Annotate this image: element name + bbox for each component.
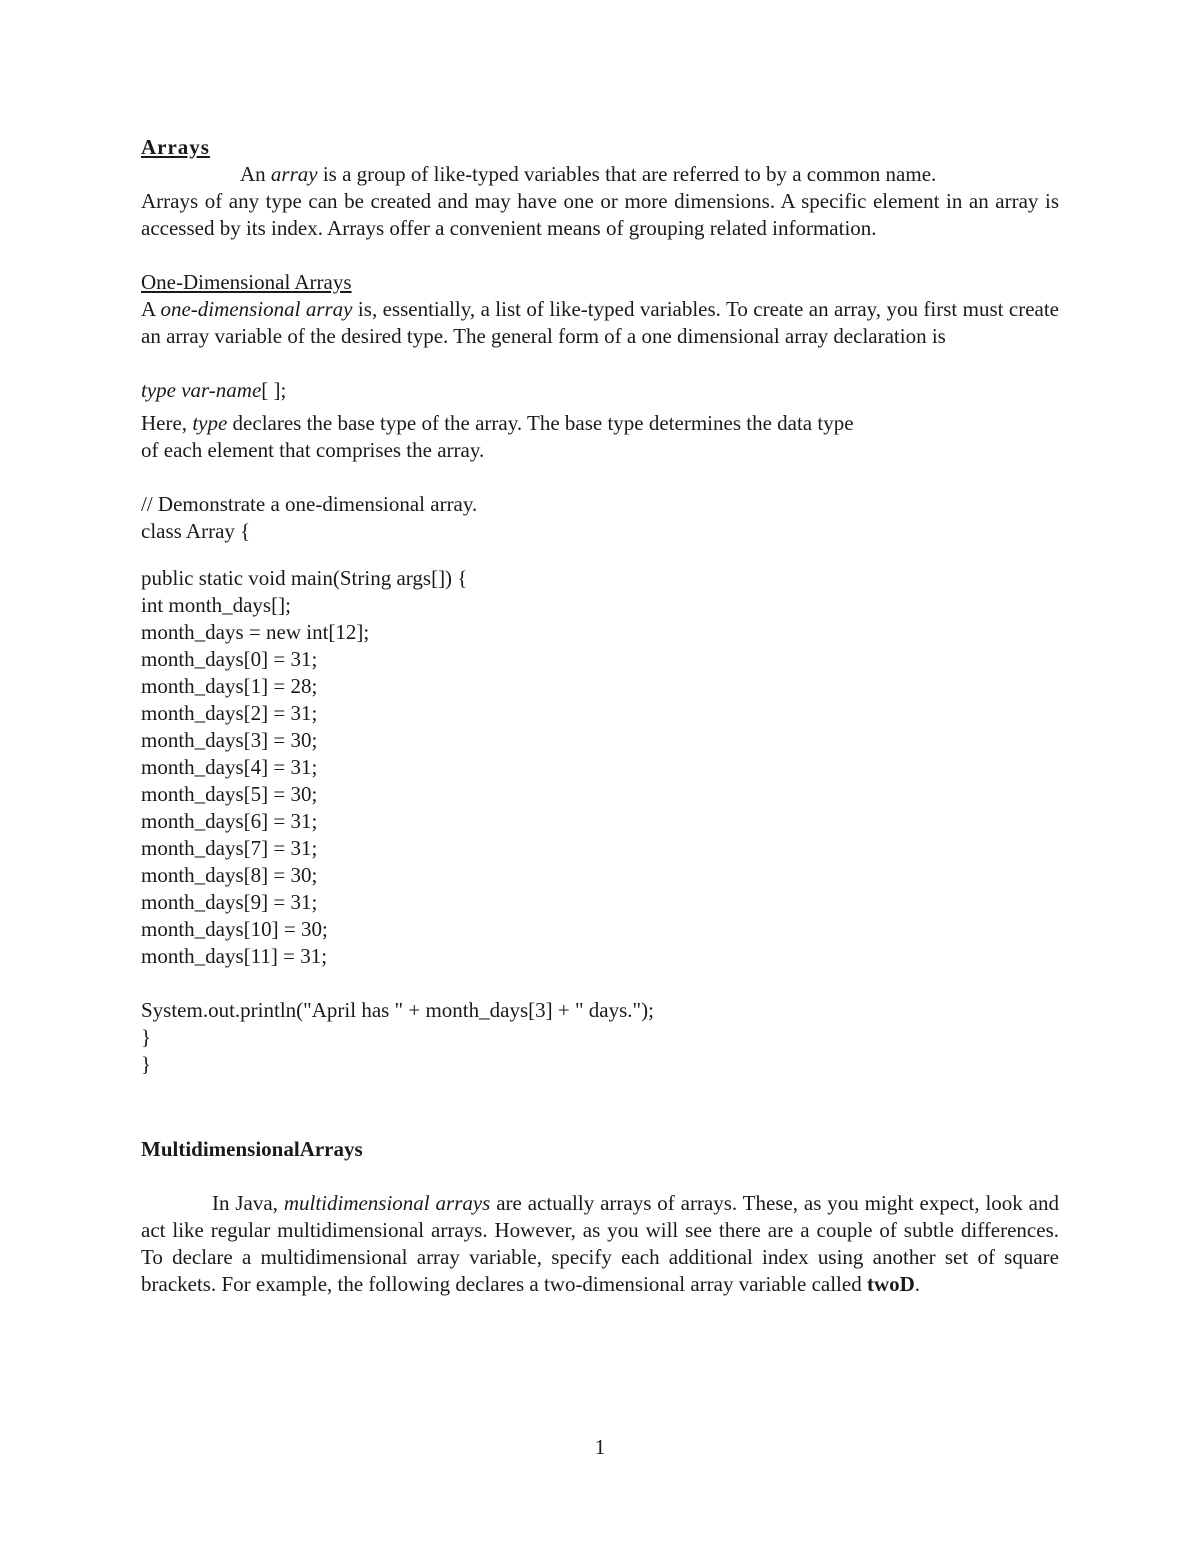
code-class-line: class Array { — [141, 519, 251, 543]
code-line: public static void main(String args[]) { — [141, 566, 468, 590]
intro-line-1 — [141, 161, 1059, 188]
title-arrays: Arrays — [141, 135, 210, 159]
intro-term-array: array — [270, 162, 318, 186]
one-dimensional-paragraph: A one-dimensional array is, essentially, a list of like-typed variables. To create an array, you first must create an array variable of the desired type. The general form of a one dimensional array declaration is — [141, 297, 1060, 348]
code-line: month_days[4] = 31; — [141, 755, 318, 779]
code-line: month_days[2] = 31; — [141, 701, 318, 725]
code-line: month_days[6] = 31; — [141, 809, 318, 833]
intro-text: An — [240, 162, 271, 186]
code-line: month_days[3] = 30; — [141, 728, 318, 752]
code-line: month_days = new int[12]; — [141, 620, 370, 644]
code-close-brace: } — [141, 1052, 152, 1076]
code-line: month_days[11] = 31; — [141, 944, 328, 968]
code-close-brace: } — [141, 1025, 152, 1049]
general-form: type var-name[ ]; — [141, 378, 287, 402]
code-line: month_days[5] = 30; — [141, 782, 318, 806]
code-line: month_days[1] = 28; — [141, 674, 318, 698]
intro-text: is a group of like-typed variables that are referred to by a common name. — [317, 162, 937, 186]
multidimensional-paragraph: In Java, multidimensional arrays are actually arrays of arrays. These, as you might expect, look and act like regular multidimensional arrays. However, as you will see there are a couple of subtle differences. To declare a multidimensional array variable, specify each additional index using another set of square brackets. For example, the following declares a two-dimensional array variable called twoD. — [141, 1191, 1060, 1296]
code-line: int month_days[]; — [141, 593, 291, 617]
code-line: month_days[0] = 31; — [141, 647, 318, 671]
code-line: month_days[7] = 31; — [141, 836, 318, 860]
here-line-2: of each element that comprises the array. — [141, 438, 485, 462]
code-comment: // Demonstrate a one-dimensional array. — [141, 492, 478, 516]
code-line: month_days[8] = 30; — [141, 863, 318, 887]
one-dimensional-heading: One-Dimensional Arrays — [141, 270, 352, 294]
term-one-dimensional-array: one-dimensional array — [160, 297, 353, 321]
code-main-block — [141, 565, 1059, 970]
multidimensional-heading: MultidimensionalArrays — [141, 1137, 363, 1161]
page-content — [141, 134, 1059, 1298]
term-twoD: twoD — [866, 1272, 915, 1296]
page-number: 1 — [594, 1435, 606, 1459]
code-println: System.out.println("April has " + month_days[3] + " days."); — [141, 998, 654, 1022]
term-multidimensional-arrays: multidimensional arrays — [283, 1191, 491, 1215]
intro-paragraph: Arrays of any type can be created and may have one or more dimensions. A specific element in an array is accessed by its index. Arrays offer a convenient means of grouping related information. — [141, 189, 1059, 240]
code-line: month_days[9] = 31; — [141, 890, 318, 914]
here-line-1: Here, type declares the base type of the array. The base type determines the data type — [141, 411, 854, 435]
code-line: month_days[10] = 30; — [141, 917, 328, 941]
